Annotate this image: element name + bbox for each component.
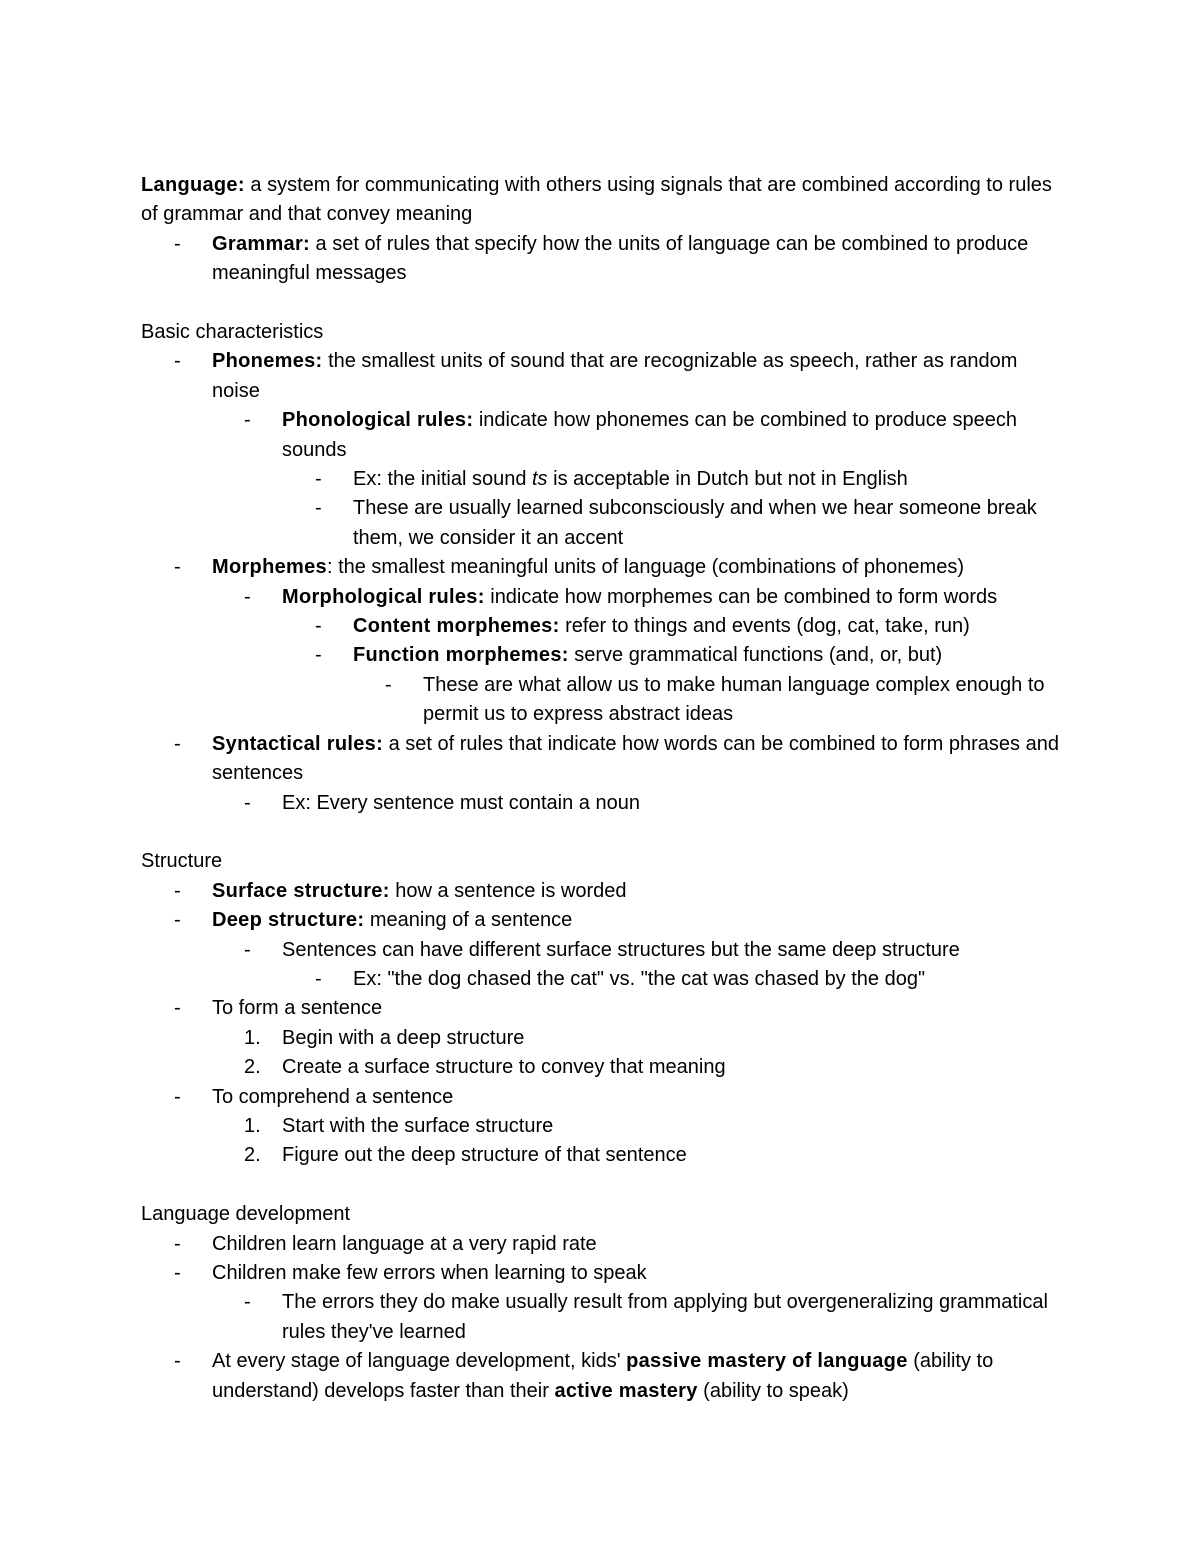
text-run: Start with the surface structure: [282, 1114, 554, 1137]
list-item: [141, 1259, 1061, 1288]
italic-term: ts: [532, 468, 548, 491]
list-item: [141, 936, 1061, 965]
list-marker: -: [174, 909, 181, 932]
list-item: [141, 1053, 1061, 1082]
list-item: [141, 671, 1061, 730]
list-marker: -: [174, 232, 181, 255]
blank-line: [141, 1171, 1061, 1200]
list-marker: -: [244, 791, 251, 814]
list-marker: 1.: [244, 1026, 261, 1049]
paragraph: [141, 1200, 1061, 1229]
list-marker: -: [315, 967, 322, 990]
text-run: The errors they do make usually result from applying but overgeneralizing grammatical rules they've learned: [282, 1291, 1048, 1343]
bold-term: Function morphemes:: [353, 644, 569, 667]
text-run: Sentences can have different surface structures but the same deep structure: [282, 938, 960, 961]
text-run: indicate how phonemes can be combined to produce speech sounds: [282, 409, 1017, 461]
text-run: how a sentence is worded: [389, 879, 627, 902]
list-marker: -: [315, 615, 322, 638]
text-run: a set of rules that specify how the units of language can be combined to produce meaningful messages: [212, 232, 1029, 285]
list-marker: -: [385, 673, 392, 696]
bold-term: Language:: [141, 174, 245, 196]
text-run: refer to things and events (dog, cat, take, run): [559, 615, 970, 638]
text-run: Ex: the initial sound: [353, 468, 532, 491]
list-item: [141, 465, 1061, 494]
list-marker: -: [174, 879, 181, 902]
text-run: a system for communicating with others using signals that are combined according to rules of grammar and that convey meaning: [141, 174, 1052, 226]
list-item: [141, 494, 1061, 553]
bold-term: Deep structure:: [212, 909, 365, 932]
list-item: [141, 612, 1061, 641]
list-marker: -: [174, 556, 181, 579]
text-run: To form a sentence: [212, 997, 383, 1020]
text-run: Children learn language at a very rapid rate: [212, 1232, 597, 1255]
text-run: Figure out the deep structure of that sentence: [282, 1144, 687, 1167]
text-run: Ex: "the dog chased the cat" vs. "the cat was chased by the dog": [353, 967, 926, 990]
bold-term: Grammar:: [212, 232, 310, 255]
list-marker: -: [244, 938, 251, 961]
bold-term: Phonological rules:: [282, 409, 474, 432]
text-run: is acceptable in Dutch but not in English: [547, 468, 908, 491]
list-marker: -: [174, 1350, 181, 1373]
text-run: meaning of a sentence: [364, 909, 573, 932]
paragraph: [141, 318, 1061, 347]
list-marker: -: [174, 1261, 181, 1284]
text-run: Begin with a deep structure: [282, 1026, 525, 1049]
list-item: [141, 789, 1061, 818]
list-marker: -: [244, 585, 251, 608]
text-run: Basic characteristics: [141, 321, 324, 344]
bold-term: Surface structure:: [212, 879, 390, 902]
text-run: Language development: [141, 1203, 351, 1226]
list-item: [141, 877, 1061, 906]
list-item: [141, 730, 1061, 789]
text-run: the smallest units of sound that are recognizable as speech, rather as random noise: [212, 350, 1018, 402]
list-marker: -: [174, 350, 181, 373]
text-run: Create a surface structure to convey that meaning: [282, 1056, 726, 1079]
text-run: : the smallest meaningful units of language (combinations of phonemes): [326, 556, 964, 579]
bold-term: Content morphemes:: [353, 615, 560, 638]
list-item: [141, 906, 1061, 935]
list-item: [141, 965, 1061, 994]
text-run: Ex: Every sentence must contain a noun: [282, 791, 640, 814]
list-marker: -: [174, 732, 181, 755]
list-item: [141, 553, 1061, 582]
paragraph: [141, 847, 1061, 876]
list-item: [141, 641, 1061, 670]
list-item: [141, 230, 1061, 289]
list-item: [141, 994, 1061, 1023]
text-run: Children make few errors when learning to speak: [212, 1261, 647, 1284]
list-item: [141, 406, 1061, 465]
list-marker: -: [174, 1085, 181, 1108]
list-marker: 2.: [244, 1144, 261, 1167]
blank-line: [141, 818, 1061, 847]
bold-term: Morphological rules:: [282, 585, 485, 608]
list-item: [141, 1112, 1061, 1141]
list-item: [141, 1230, 1061, 1259]
list-marker: -: [244, 409, 251, 432]
list-item: [141, 583, 1061, 612]
text-run: serve grammatical functions (and, or, but): [568, 644, 943, 667]
text-run: These are usually learned subconsciously and when we hear someone break them, we consider it an accent: [353, 497, 1037, 549]
bold-term: Syntactical rules:: [212, 732, 384, 755]
list-item: [141, 1083, 1061, 1112]
blank-line: [141, 289, 1061, 318]
list-item: [141, 1347, 1061, 1406]
list-marker: -: [315, 497, 322, 520]
text-run: indicate how morphemes can be combined to form words: [484, 585, 998, 608]
text-run: (ability to understand) develops faster than their: [212, 1350, 994, 1402]
paragraph: [141, 171, 1061, 230]
list-marker: -: [244, 1291, 251, 1314]
list-item: [141, 1024, 1061, 1053]
bold-term: Phonemes:: [212, 350, 323, 373]
list-item: [141, 1288, 1061, 1347]
text-run: These are what allow us to make human language complex enough to permit us to express abstract ideas: [423, 673, 1045, 726]
list-marker: -: [174, 997, 181, 1020]
text-run: At every stage of language development, kids': [212, 1350, 627, 1373]
text-run: Structure: [141, 850, 223, 873]
list-item: [141, 347, 1061, 406]
list-marker: -: [315, 468, 322, 491]
bold-term: active mastery: [554, 1379, 698, 1402]
document-body: [141, 171, 1061, 1406]
list-marker: -: [315, 644, 322, 667]
text-run: To comprehend a sentence: [212, 1085, 454, 1108]
list-marker: -: [174, 1232, 181, 1255]
list-marker: 2.: [244, 1056, 261, 1079]
bold-term: passive mastery of language: [626, 1350, 908, 1373]
bold-term: Morphemes: [212, 556, 327, 579]
text-run: a set of rules that indicate how words can be combined to form phrases and sentences: [212, 732, 1059, 785]
list-item: [141, 1141, 1061, 1170]
text-run: (ability to speak): [697, 1379, 849, 1402]
list-marker: 1.: [244, 1114, 261, 1137]
